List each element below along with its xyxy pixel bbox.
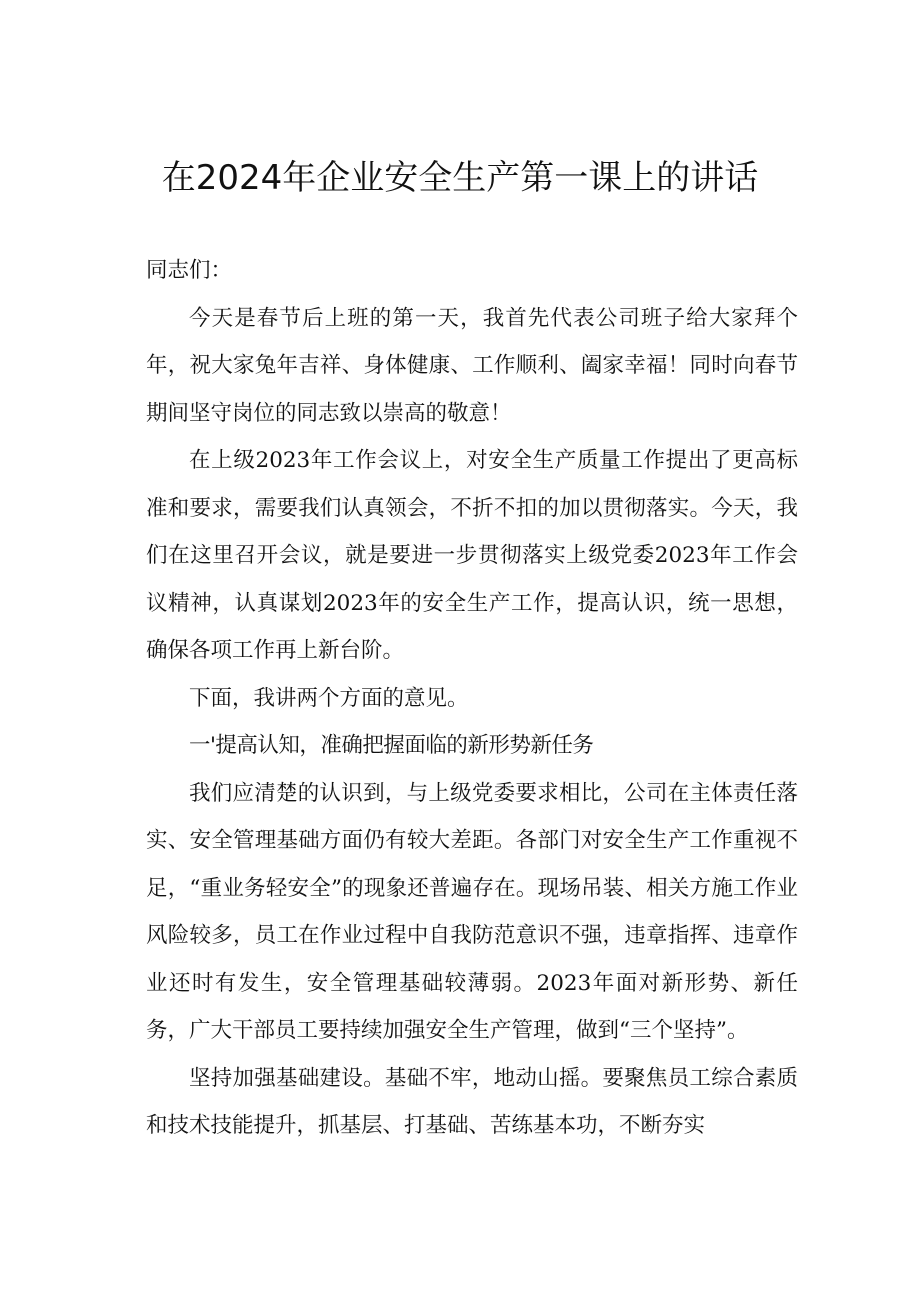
paragraph-intro: 下面，我讲两个方面的意见。 — [189, 685, 469, 711]
paragraph-meeting: 在上级2023年工作会议上，对安全生产质量工作提出了更高标准和要求，需要我们认真领会，不折不扣的加以贯彻落实。今天，我们在这里召开会议，就是要进一步贯彻落实上级党委2023年工作会议精神，认真谋划2023年的安全生产工作，提高认识，统一思想，确保各项工作再上新台阶。 — [146, 448, 798, 663]
paragraph-foundation: 坚持加强基础建设。基础不牢，地动山摇。要聚焦员工综合素质和技术技能提升，抓基层、打基础、苦练基本功，不断夯实 — [146, 1065, 798, 1138]
document-body — [146, 247, 798, 1150]
salutation: 同志们： — [146, 258, 233, 283]
section-heading: 一'提高认知，准确把握面临的新形势新任务 — [189, 733, 594, 758]
paragraph-greeting: 今天是春节后上班的第一天，我首先代表公司班子给大家拜个年，祝大家兔年吉祥、身体健康、工作顺利、阖家幸福！同时向春节期间坚守岗位的同志致以崇高的敬意！ — [146, 305, 798, 426]
paragraph-gap-analysis: 我们应清楚的认识到，与上级党委要求相比，公司在主体责任落实、安全管理基础方面仍有较大差距。各部门对安全生产工作重视不足，“重业务轻安全”的现象还普遍存在。现场吊装、相关方施工作业风险较多，员工在作业过程中自我防范意识不强，违章指挥、违章作业还时有发生，安全管理基础较薄弱。2023年面对新形势、新任务，广大干部员工要持续加强安全生产管理，做到“三个坚持”。 — [146, 780, 798, 1043]
document-title: 在2024年企业安全生产第一课上的讲话 — [161, 158, 759, 198]
